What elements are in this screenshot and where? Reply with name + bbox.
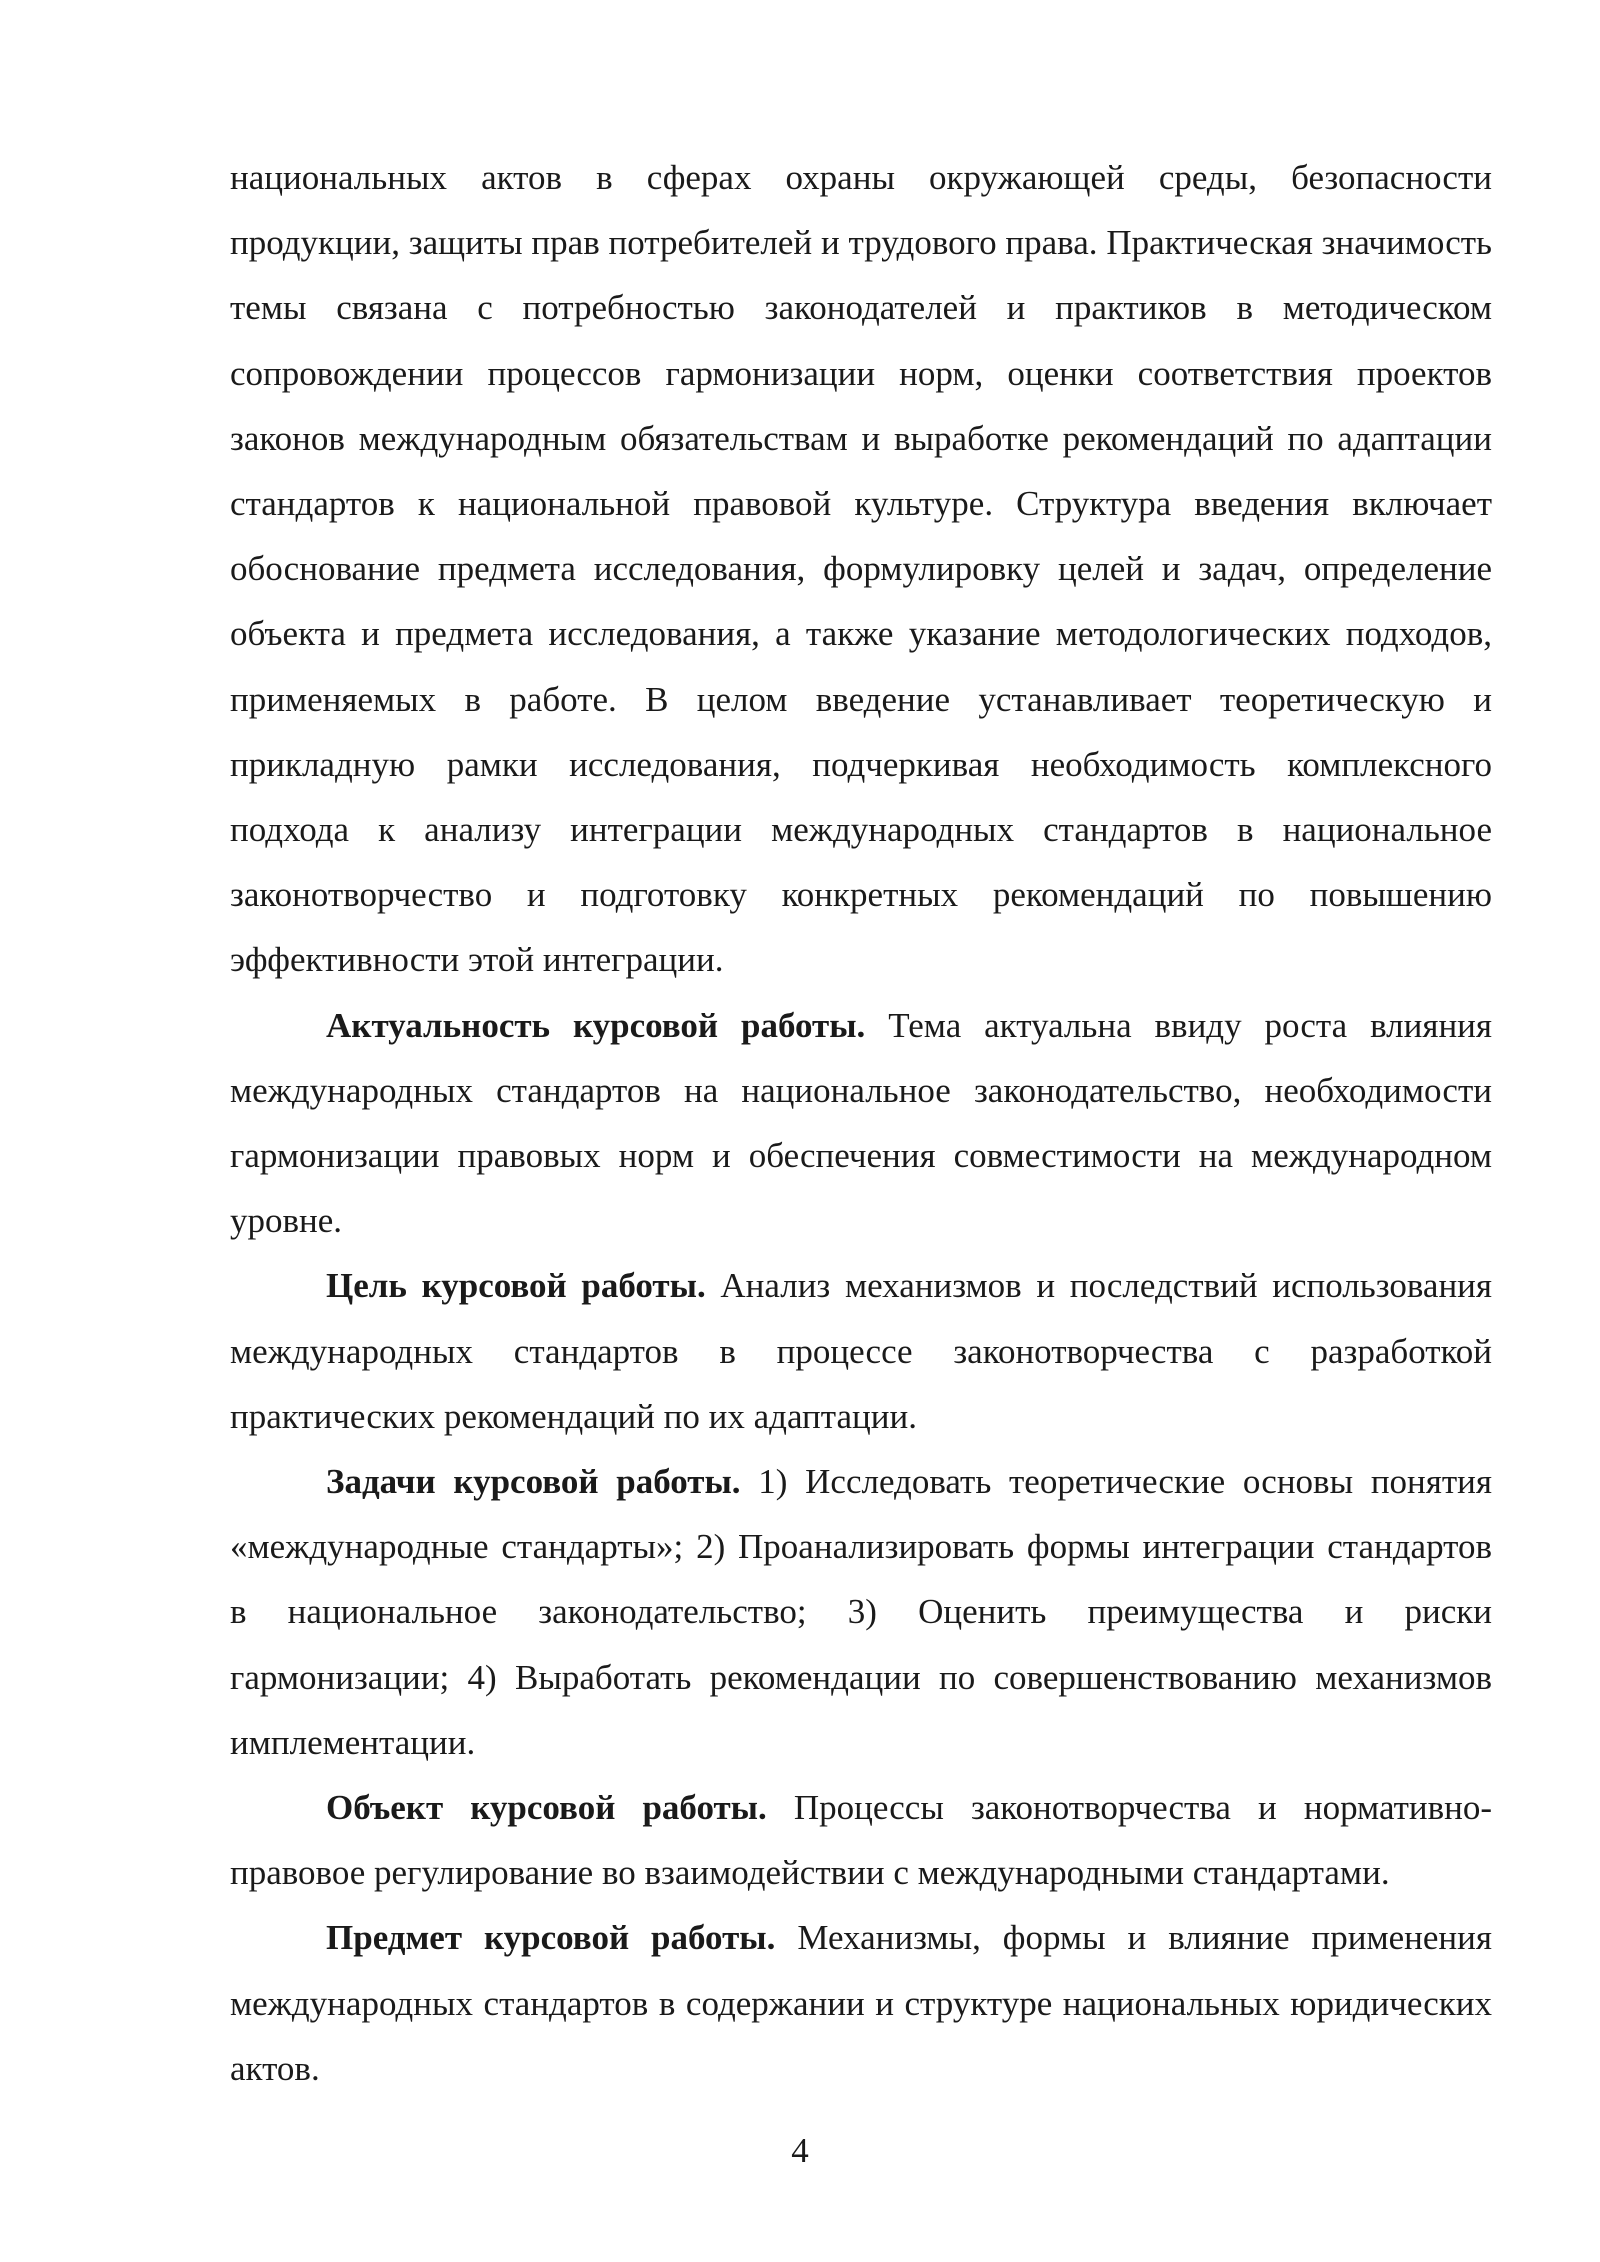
page-number: 4 <box>791 2131 809 2170</box>
section-heading-tasks: Задачи курсовой работы. <box>326 1462 741 1502</box>
section-text-relevance: Тема актуальна ввиду роста влияния международных стандартов на национальное законодательство, необходимости гармонизации правовых норм и обеспечения совместимости на международном уровне. <box>230 1005 1492 1241</box>
section-heading-object: Объект курсовой работы. <box>326 1788 767 1828</box>
section-tasks <box>230 1449 1492 1775</box>
section-goal <box>230 1253 1492 1449</box>
section-heading-relevance: Актуальность курсовой работы. <box>326 1005 866 1045</box>
section-text-subject: Механизмы, формы и влияние применения международных стандартов в содержании и структуре национальных юридических актов. <box>230 1918 1492 2088</box>
continuation-paragraph: национальных актов в сферах охраны окружающей среды, безопасности продукции, защиты прав потребителей и трудового права. Практическая значимость темы связана с потребностью законодателей и практиков в методическом сопровождении процессов гармонизации норм, оценки соответствия проектов законов международным обязательствам и выработке рекомендаций по адаптации стандартов к национальной правовой культуре. Структура введения включает обоснование предмета исследования, формулировку целей и задач, определение объекта и предмета исследования, а также указание методологических подходов, применяемых в работе. В целом введение устанавливает теоретическую и прикладную рамки исследования, подчеркивая необходимость комплексного подхода к анализу интеграции международных стандартов в национальное законотворчество и подготовку конкретных рекомендаций по повышению эффективности этой интеграции. <box>230 158 1492 980</box>
section-text-object: Процессы законотворчества и нормативно-правовое регулирование во взаимодействии с международными стандартами. <box>230 1788 1493 1893</box>
section-subject <box>230 1905 1492 2101</box>
body-text <box>230 145 1492 2101</box>
section-heading-subject: Предмет курсовой работы. <box>326 1918 776 1958</box>
section-text-tasks: 1) Исследовать теоретические основы понятия «международные стандарты»; 2) Проанализировать формы интеграции стандартов в национальное законодательство; 3) Оценить преимущества и риски гармонизации; 4) Выработать рекомендации по совершенствованию механизмов имплементации. <box>230 1462 1493 1762</box>
section-heading-goal: Цель курсовой работы. <box>326 1266 706 1306</box>
section-object <box>230 1775 1492 1905</box>
section-text-goal: Анализ механизмов и последствий использования международных стандартов в процессе законотворчества с разработкой практических рекомендаций по их адаптации. <box>230 1266 1493 1436</box>
section-relevance <box>230 993 1492 1254</box>
